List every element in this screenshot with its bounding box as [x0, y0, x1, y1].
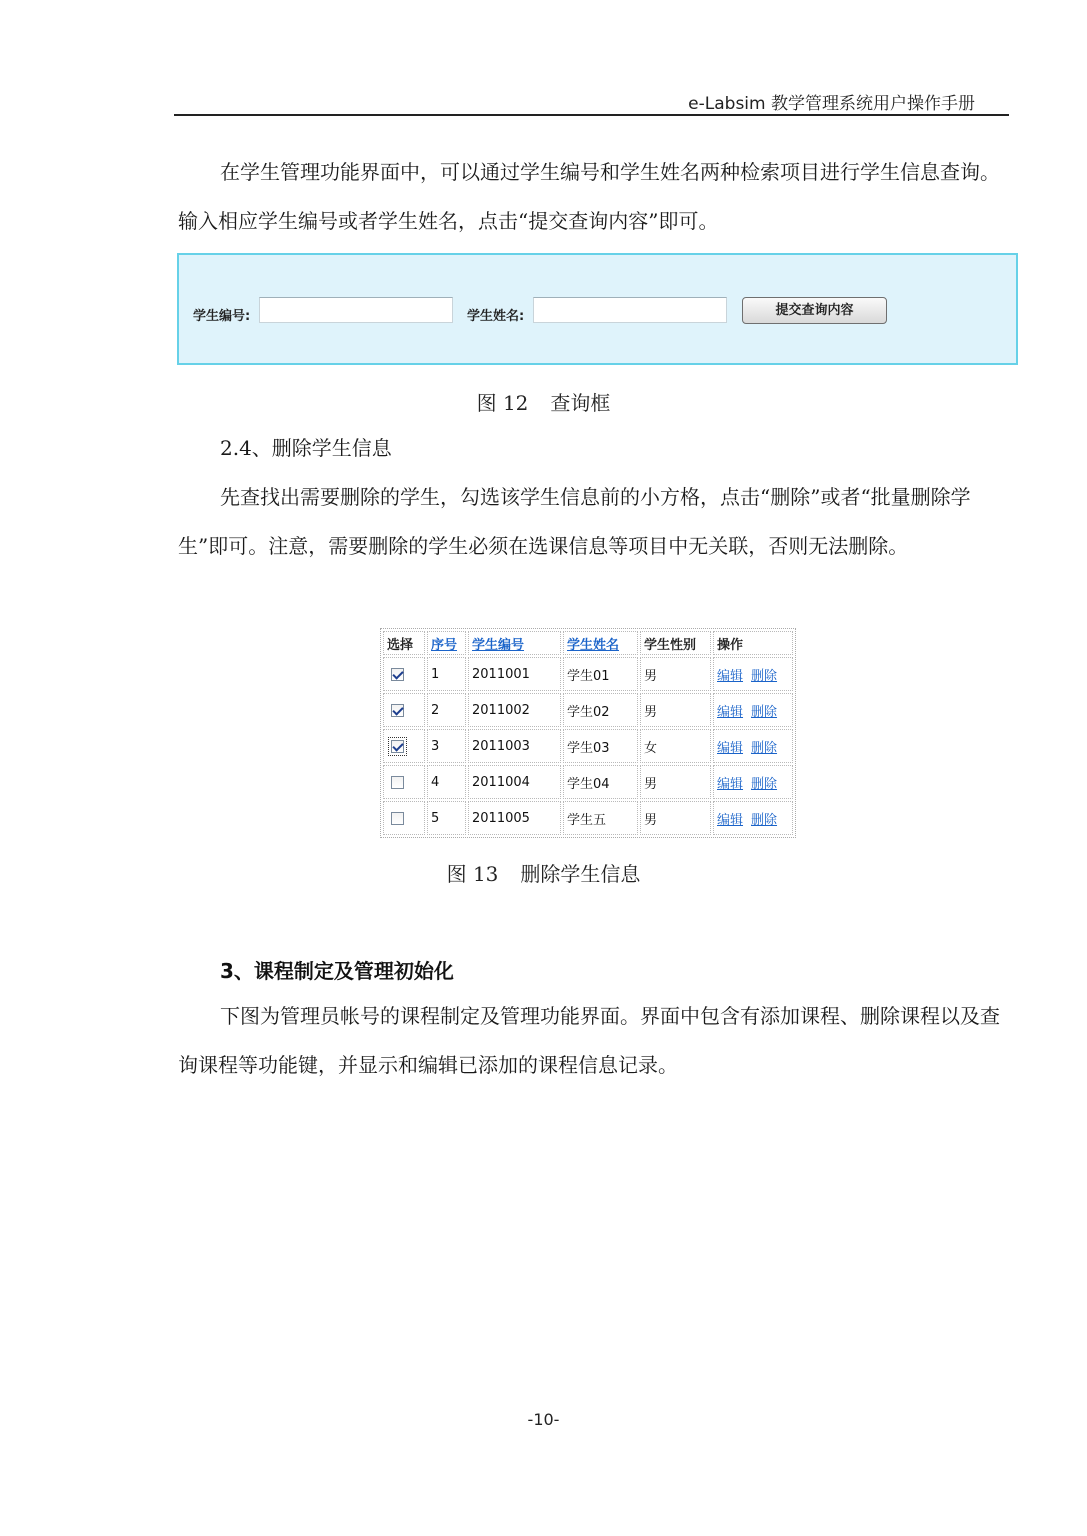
delete-link[interactable]: 删除	[751, 668, 778, 684]
edit-link[interactable]: 编辑	[717, 812, 744, 828]
paragraph-search-intro: 在学生管理功能界面中，可以通过学生编号和学生姓名两种检索项目进行学生信息查询。输入相应学生编号或者学生姓名，点击“提交查询内容”即可。	[178, 160, 1000, 233]
seq-cell: 1	[427, 657, 466, 691]
figure-13-caption	[0, 858, 1087, 887]
figure-13-title: 删除学生信息	[520, 862, 641, 886]
student-id-cell: 2011003	[468, 729, 561, 763]
gender-cell: 女	[640, 729, 711, 763]
select-cell	[383, 765, 425, 799]
row-checkbox[interactable]	[391, 704, 404, 717]
student-name-cell: 学生01	[563, 657, 638, 691]
submit-query-button[interactable]: 提交查询内容	[742, 297, 887, 324]
seq-cell: 2	[427, 693, 466, 727]
column-header-student-id[interactable]	[468, 631, 561, 655]
edit-link[interactable]: 编辑	[717, 668, 744, 684]
actions-cell	[713, 729, 793, 763]
select-cell	[383, 801, 425, 835]
student-id-cell: 2011002	[468, 693, 561, 727]
figure-12-caption	[0, 387, 1087, 416]
subsection-heading: 2.4、删除学生信息	[220, 436, 392, 460]
column-header-seq[interactable]	[427, 631, 466, 655]
select-cell	[383, 729, 425, 763]
student-id-cell: 2011004	[468, 765, 561, 799]
select-cell	[383, 657, 425, 691]
seq-cell: 4	[427, 765, 466, 799]
figure-12-number: 图 12	[476, 391, 529, 415]
table-row	[383, 801, 793, 835]
student-name-cell: 学生五	[563, 801, 638, 835]
gender-cell: 男	[640, 801, 711, 835]
student-name-cell: 学生04	[563, 765, 638, 799]
seq-cell: 3	[427, 729, 466, 763]
table-row	[383, 693, 793, 727]
row-checkbox[interactable]	[391, 812, 404, 825]
table-row	[383, 729, 793, 763]
actions-cell	[713, 801, 793, 835]
gender-cell: 男	[640, 657, 711, 691]
seq-cell: 5	[427, 801, 466, 835]
student-name-cell: 学生03	[563, 729, 638, 763]
student-id-cell: 2011005	[468, 801, 561, 835]
edit-link[interactable]: 编辑	[717, 704, 744, 720]
delete-link[interactable]: 删除	[751, 740, 778, 756]
figure-12-title: 查询框	[550, 391, 611, 415]
table-row	[383, 657, 793, 691]
student-name-label: 学生姓名:	[467, 309, 525, 324]
student-name-cell: 学生02	[563, 693, 638, 727]
sort-student-id-link[interactable]: 学生编号	[472, 637, 525, 653]
search-form-figure	[177, 253, 1018, 365]
student-id-input[interactable]	[259, 297, 453, 323]
delete-link[interactable]: 删除	[751, 776, 778, 792]
student-name-input[interactable]	[533, 297, 727, 323]
student-table	[380, 628, 796, 838]
student-id-label: 学生编号:	[193, 309, 251, 324]
actions-cell	[713, 765, 793, 799]
column-header-select: 选择	[383, 631, 425, 655]
column-header-actions: 操作	[713, 631, 793, 655]
figure-13-number: 图 13	[446, 862, 499, 886]
delete-link[interactable]: 删除	[751, 704, 778, 720]
edit-link[interactable]: 编辑	[717, 740, 744, 756]
page-number: -10-	[527, 1410, 560, 1429]
column-header-student-name[interactable]	[563, 631, 638, 655]
column-header-gender: 学生性别	[640, 631, 711, 655]
actions-cell	[713, 693, 793, 727]
page-header-title: e-Labsim 教学管理系统用户操作手册	[688, 94, 975, 114]
edit-link[interactable]: 编辑	[717, 776, 744, 792]
sort-student-name-link[interactable]: 学生姓名	[567, 637, 620, 653]
paragraph-course-intro: 下图为管理员帐号的课程制定及管理功能界面。界面中包含有添加课程、删除课程以及查询课程等功能键，并显示和编辑已添加的课程信息记录。	[178, 1004, 1000, 1077]
actions-cell	[713, 657, 793, 691]
gender-cell: 男	[640, 693, 711, 727]
sort-seq-link[interactable]: 序号	[431, 637, 458, 653]
row-checkbox[interactable]	[391, 776, 404, 789]
header-rule	[174, 114, 1009, 116]
student-id-cell: 2011001	[468, 657, 561, 691]
paragraph-delete-instructions: 先查找出需要删除的学生，勾选该学生信息前的小方格，点击“删除”或者“批量删除学生”即可。注意，需要删除的学生必须在选课信息等项目中无关联，否则无法删除。	[178, 485, 971, 558]
table-header-row	[383, 631, 793, 655]
section-3-heading: 3、课程制定及管理初始化	[220, 959, 454, 983]
row-checkbox[interactable]	[391, 668, 404, 681]
table-row	[383, 765, 793, 799]
delete-link[interactable]: 删除	[751, 812, 778, 828]
gender-cell: 男	[640, 765, 711, 799]
select-cell	[383, 693, 425, 727]
row-checkbox[interactable]	[391, 740, 404, 753]
